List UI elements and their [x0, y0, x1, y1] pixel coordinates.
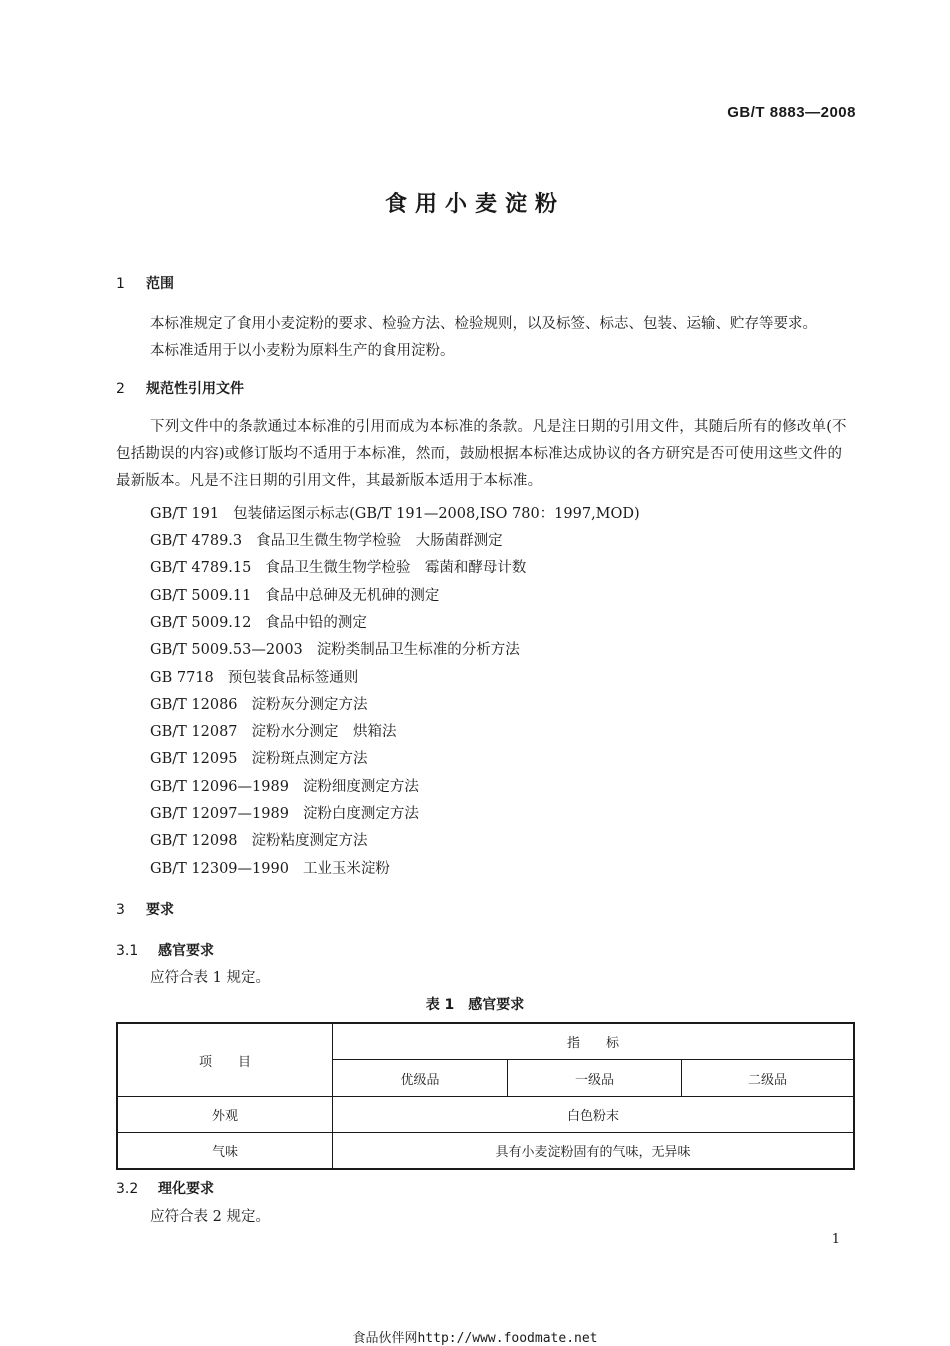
table-row: [117, 1097, 854, 1133]
paragraph: 应符合表 2 规定。: [150, 1209, 270, 1225]
paragraph: 本标准规定了食用小麦淀粉的要求、检验方法、检验规则，以及标签、标志、包装、运输、贮存等要求。: [150, 316, 817, 332]
reference-item: [150, 693, 368, 714]
section-number: 3: [116, 902, 125, 918]
page-number: 1: [831, 1232, 840, 1247]
table-header-grade: 一级品: [508, 1060, 682, 1097]
reference-item: [150, 666, 358, 687]
reference-item: [150, 775, 419, 796]
section-number: 3.1: [116, 943, 139, 959]
reference-item: [150, 638, 520, 659]
section-number: 2: [116, 381, 125, 397]
table-row: [117, 1133, 854, 1170]
section-title: 理化要求: [158, 1181, 214, 1197]
section-3-2-heading: [116, 1178, 214, 1198]
table-caption: 表 1 感官要求: [425, 997, 525, 1013]
reference-item: [150, 584, 439, 605]
table-header-item: 项 目: [117, 1023, 333, 1097]
section-number: 1: [116, 276, 125, 292]
reference-code: GB/T 5009.12: [150, 615, 252, 631]
paragraph: 本标准适用于以小麦粉为原料生产的食用淀粉。: [150, 343, 455, 359]
reference-item: [150, 611, 367, 632]
document-title: 食用小麦淀粉: [384, 192, 565, 217]
reference-code: GB/T 12097—1989: [150, 806, 289, 822]
section-number: 3.2: [116, 1181, 139, 1197]
reference-title: 淀粉白度测定方法: [302, 806, 419, 822]
reference-code: GB/T 4789.15: [150, 560, 252, 576]
section-title: 范围: [146, 276, 174, 292]
reference-item: [150, 720, 397, 741]
reference-code: GB/T 191: [150, 506, 220, 522]
reference-code: GB/T 12098: [150, 833, 238, 849]
reference-code: GB/T 4789.3: [150, 533, 243, 549]
reference-title: 预包装食品标签通则: [227, 670, 359, 686]
sensory-requirements-table: [116, 1022, 855, 1170]
reference-title: 淀粉粘度测定方法: [251, 833, 368, 849]
reference-item: [150, 857, 390, 878]
section-title: 要求: [146, 902, 174, 918]
table-header-index: 指 标: [333, 1023, 855, 1060]
reference-title: 淀粉斑点测定方法: [251, 751, 368, 767]
section-3-heading: [116, 899, 174, 919]
section-1-heading: [116, 273, 174, 293]
reference-code: GB 7718: [150, 670, 214, 686]
reference-item: [150, 556, 526, 577]
table-header-grade: 二级品: [682, 1060, 855, 1097]
reference-item: [150, 747, 368, 768]
section-3-1-heading: [116, 940, 214, 960]
reference-title: 工业玉米淀粉: [302, 861, 390, 877]
reference-title: 食品中总砷及无机砷的测定: [265, 588, 440, 604]
reference-title: 淀粉类制品卫生标准的分析方法: [316, 642, 520, 658]
table-cell-value: 具有小麦淀粉固有的气味，无异味: [333, 1133, 855, 1170]
paragraph: 应符合表 1 规定。: [150, 970, 270, 986]
reference-title: 淀粉细度测定方法: [302, 779, 419, 795]
reference-item: [150, 529, 503, 550]
reference-title: 食品卫生微生物学检验 大肠菌群测定: [256, 533, 503, 549]
table-cell-value: 白色粉末: [333, 1097, 855, 1133]
reference-title: 食品中铅的测定: [265, 615, 367, 631]
table-cell-item: 外观: [117, 1097, 333, 1133]
reference-item: [150, 802, 419, 823]
reference-code: GB/T 12095: [150, 751, 238, 767]
reference-code: GB/T 12087: [150, 724, 238, 740]
reference-code: GB/T 5009.11: [150, 588, 252, 604]
section-title: 感官要求: [158, 943, 214, 959]
footer-watermark: 食品伙伴网http://www.foodmate.net: [352, 1331, 598, 1346]
reference-item: [150, 502, 640, 523]
paragraph: 下列文件中的条款通过本标准的引用而成为本标准的条款。凡是注日期的引用文件，其随后所有的修改单(不包括勘误的内容)或修订版均不适用于本标准，然而，鼓励根据本标准达成协议的各方研究是否可使用这些文件的最新版本。凡是不注日期的引用文件，其最新版本适用于本标准。: [116, 419, 847, 489]
standard-code: GB/T 8883—2008: [727, 104, 856, 121]
table-header-grade: 优级品: [333, 1060, 508, 1097]
reference-title: 淀粉灰分测定方法: [251, 697, 368, 713]
reference-code: GB/T 12309—1990: [150, 861, 289, 877]
reference-item: [150, 829, 368, 850]
reference-code: GB/T 12086: [150, 697, 238, 713]
reference-title: 包装储运图示标志(GB/T 191—2008,ISO 780：1997,MOD): [233, 506, 640, 522]
reference-code: GB/T 5009.53—2003: [150, 642, 303, 658]
section-title: 规范性引用文件: [146, 381, 244, 397]
reference-title: 淀粉水分测定 烘箱法: [251, 724, 397, 740]
section-2-heading: [116, 378, 244, 398]
table-cell-item: 气味: [117, 1133, 333, 1170]
reference-code: GB/T 12096—1989: [150, 779, 289, 795]
reference-title: 食品卫生微生物学检验 霉菌和酵母计数: [265, 560, 527, 576]
